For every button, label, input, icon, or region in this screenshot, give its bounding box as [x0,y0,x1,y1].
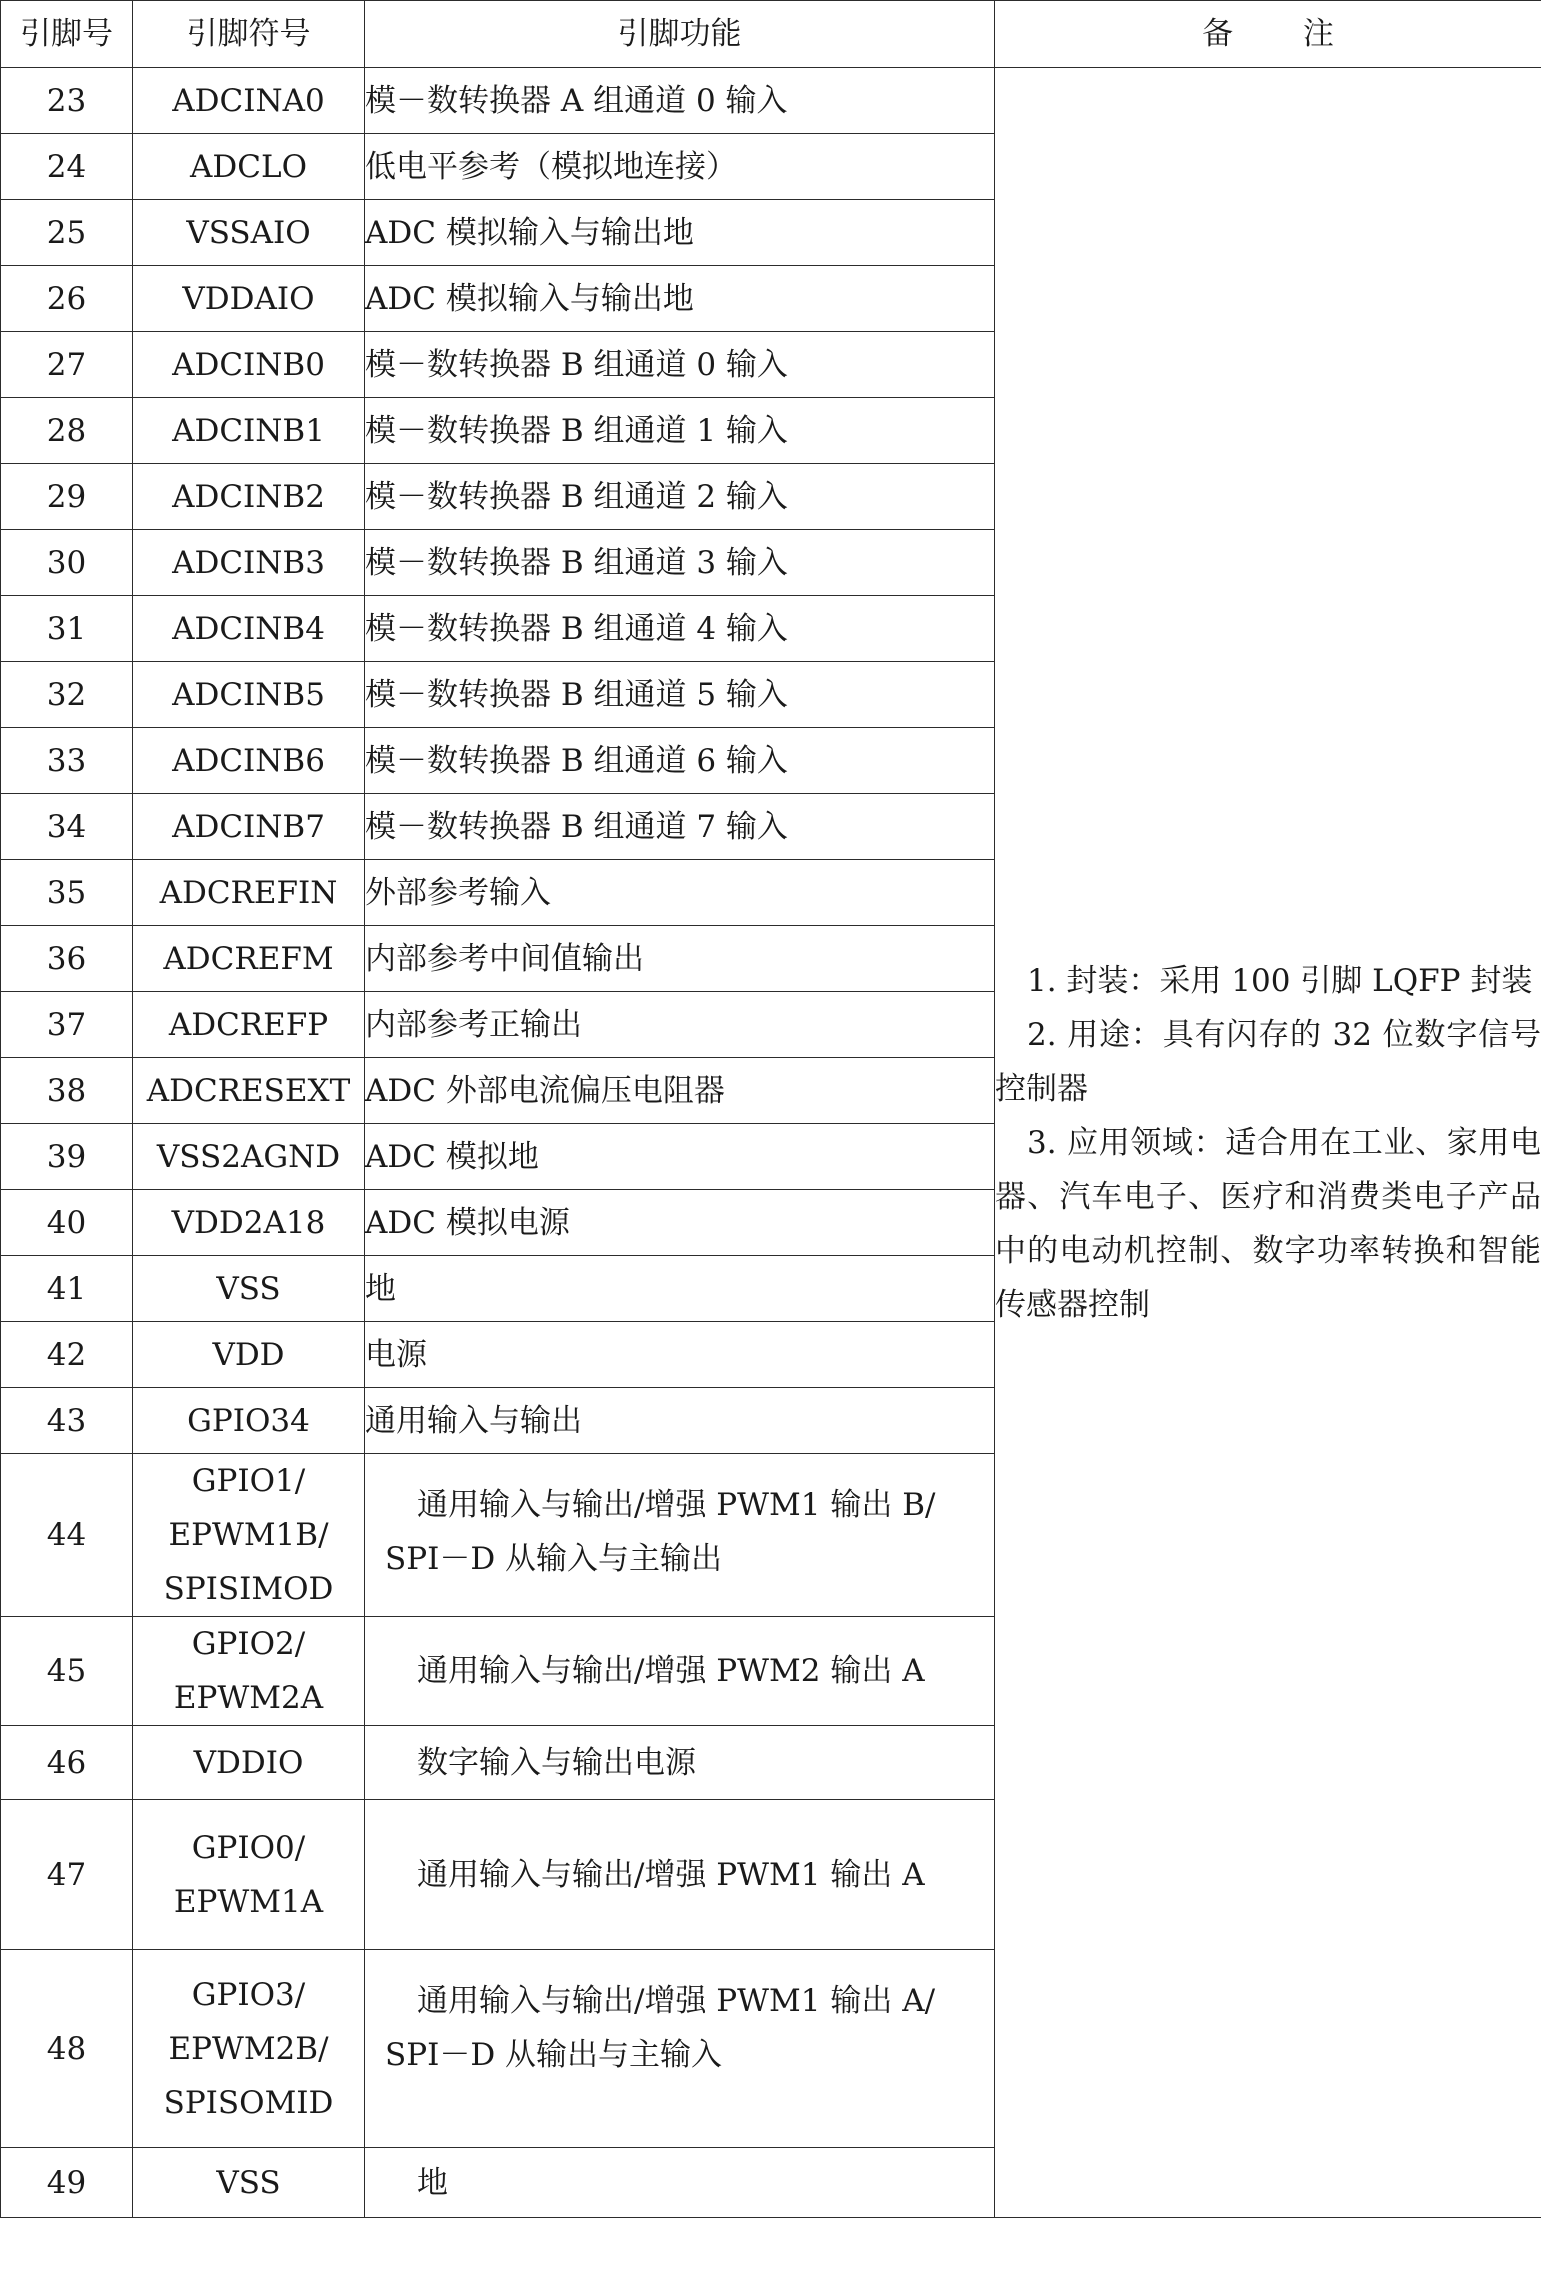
pin-symbol: ADCINB0 [133,332,365,398]
pin-function: 模－数转换器 B 组通道 5 输入 [365,662,995,728]
pin-function: 外部参考输入 [365,860,995,926]
pin-function: 内部参考正输出 [365,992,995,1058]
pin-number: 23 [1,68,133,134]
pin-symbol: ADCINB4 [133,596,365,662]
pin-symbol [133,1454,365,1617]
pin-function [365,1454,995,1617]
pin-number: 38 [1,1058,133,1124]
remark-usage: 2. 用途：具有闪存的 32 位数字信号控制器 [995,1016,1541,1107]
header-remarks: 备 注 [995,1,1541,68]
pin-function-line: SPI－D 从输入与主输出 [385,1541,723,1577]
pin-symbol: VSS [133,2148,365,2218]
pin-function: ADC 模拟电源 [365,1190,995,1256]
pin-function: 电源 [365,1322,995,1388]
pin-symbol [133,1800,365,1950]
pin-number: 29 [1,464,133,530]
pin-number: 27 [1,332,133,398]
pin-function: 内部参考中间值输出 [365,926,995,992]
pin-symbol [133,1950,365,2148]
pin-symbol: ADCREFP [133,992,365,1058]
pin-function: 模－数转换器 B 组通道 4 输入 [365,596,995,662]
pin-function: 模－数转换器 B 组通道 3 输入 [365,530,995,596]
pin-number: 48 [1,1950,133,2148]
pin-symbol: ADCINA0 [133,68,365,134]
remarks-cell [995,68,1541,2218]
pin-symbol: ADCINB1 [133,398,365,464]
pin-number: 35 [1,860,133,926]
pin-symbol-line: EPWM2B/ [168,2030,329,2067]
pin-function: 通用输入与输出 [365,1388,995,1454]
header-row [1,1,1541,68]
pin-symbol-line: GPIO0/ [191,1829,306,1866]
pin-number: 30 [1,530,133,596]
pin-function: 地 [365,1256,995,1322]
pin-function: 模－数转换器 B 组通道 7 输入 [365,794,995,860]
pin-symbol-line: EPWM1A [173,1883,324,1920]
pin-symbol-line: SPISOMID [163,2084,334,2121]
pin-number: 46 [1,1726,133,1800]
pin-function: ADC 模拟输入与输出地 [365,266,995,332]
header-pin-number: 引脚号 [1,1,133,68]
pin-symbol: ADCLO [133,134,365,200]
pin-function: 低电平参考（模拟地连接） [365,134,995,200]
table-row [1,68,1541,134]
pin-function: 模－数转换器 B 组通道 1 输入 [365,398,995,464]
pin-symbol-line: EPWM1B/ [168,1517,329,1553]
remark-applications: 3. 应用领域：适合用在工业、家用电器、汽车电子、医疗和消费类电子产品中的电动机控制、数字功率转换和智能传感器控制 [995,1124,1541,1323]
pin-function: 地 [365,2148,995,2218]
pin-symbol: ADCREFIN [133,860,365,926]
pin-symbol: VDD2A18 [133,1190,365,1256]
pin-number: 32 [1,662,133,728]
pin-number: 28 [1,398,133,464]
pin-function: 模－数转换器 A 组通道 0 输入 [365,68,995,134]
pin-symbol-line: GPIO3/ [191,1976,306,2013]
pin-symbol: ADCINB7 [133,794,365,860]
pin-function: 通用输入与输出/增强 PWM2 输出 A [365,1617,995,1726]
pin-symbol: GPIO34 [133,1388,365,1454]
pin-function: 模－数转换器 B 组通道 6 输入 [365,728,995,794]
pin-symbol: VSSAIO [133,200,365,266]
pin-number: 47 [1,1800,133,1950]
pin-symbol-line: GPIO1/ [191,1463,306,1499]
pin-number: 34 [1,794,133,860]
pin-number: 31 [1,596,133,662]
pin-number: 39 [1,1124,133,1190]
pin-symbol: ADCINB2 [133,464,365,530]
pin-function: 模－数转换器 B 组通道 2 输入 [365,464,995,530]
pin-symbol: VDDAIO [133,266,365,332]
pin-function: ADC 外部电流偏压电阻器 [365,1058,995,1124]
pin-number: 24 [1,134,133,200]
pin-symbol: VDDIO [133,1726,365,1800]
pin-function: 数字输入与输出电源 [365,1726,995,1800]
pin-number: 41 [1,1256,133,1322]
pin-number: 43 [1,1388,133,1454]
pin-number: 33 [1,728,133,794]
header-pin-function: 引脚功能 [365,1,995,68]
pin-symbol-line: SPISIMOD [163,1571,334,1607]
pin-function-line: 通用输入与输出/增强 PWM1 输出 A/ [417,1983,936,2019]
pin-number: 45 [1,1617,133,1726]
pin-number: 36 [1,926,133,992]
pin-function-line: SPI－D 从输出与主输入 [385,2037,723,2073]
pin-symbol [133,1617,365,1726]
pin-symbol: VDD [133,1322,365,1388]
pin-symbol: ADCRESEXT [133,1058,365,1124]
pin-number: 49 [1,2148,133,2218]
pin-symbol: ADCINB3 [133,530,365,596]
pin-function-line: 通用输入与输出/增强 PWM1 输出 B/ [417,1487,936,1523]
pin-number: 37 [1,992,133,1058]
pin-symbol-line: GPIO2/ [191,1626,306,1662]
pin-symbol: VSS [133,1256,365,1322]
pin-symbol: ADCINB5 [133,662,365,728]
pin-number: 44 [1,1454,133,1617]
pin-function: 模－数转换器 B 组通道 0 输入 [365,332,995,398]
pin-symbol: ADCREFM [133,926,365,992]
pin-number: 26 [1,266,133,332]
remark-package: 1. 封装：采用 100 引脚 LQFP 封装 [1027,962,1533,999]
header-pin-symbol: 引脚符号 [133,1,365,68]
pin-number: 42 [1,1322,133,1388]
pin-number: 40 [1,1190,133,1256]
pin-function: ADC 模拟地 [365,1124,995,1190]
pin-function: ADC 模拟输入与输出地 [365,200,995,266]
pin-number: 25 [1,200,133,266]
pin-symbol: ADCINB6 [133,728,365,794]
pin-symbol-line: EPWM2A [173,1680,324,1716]
pin-function: 通用输入与输出/增强 PWM1 输出 A [365,1800,995,1950]
pin-function [365,1950,995,2148]
pin-symbol: VSS2AGND [133,1124,365,1190]
